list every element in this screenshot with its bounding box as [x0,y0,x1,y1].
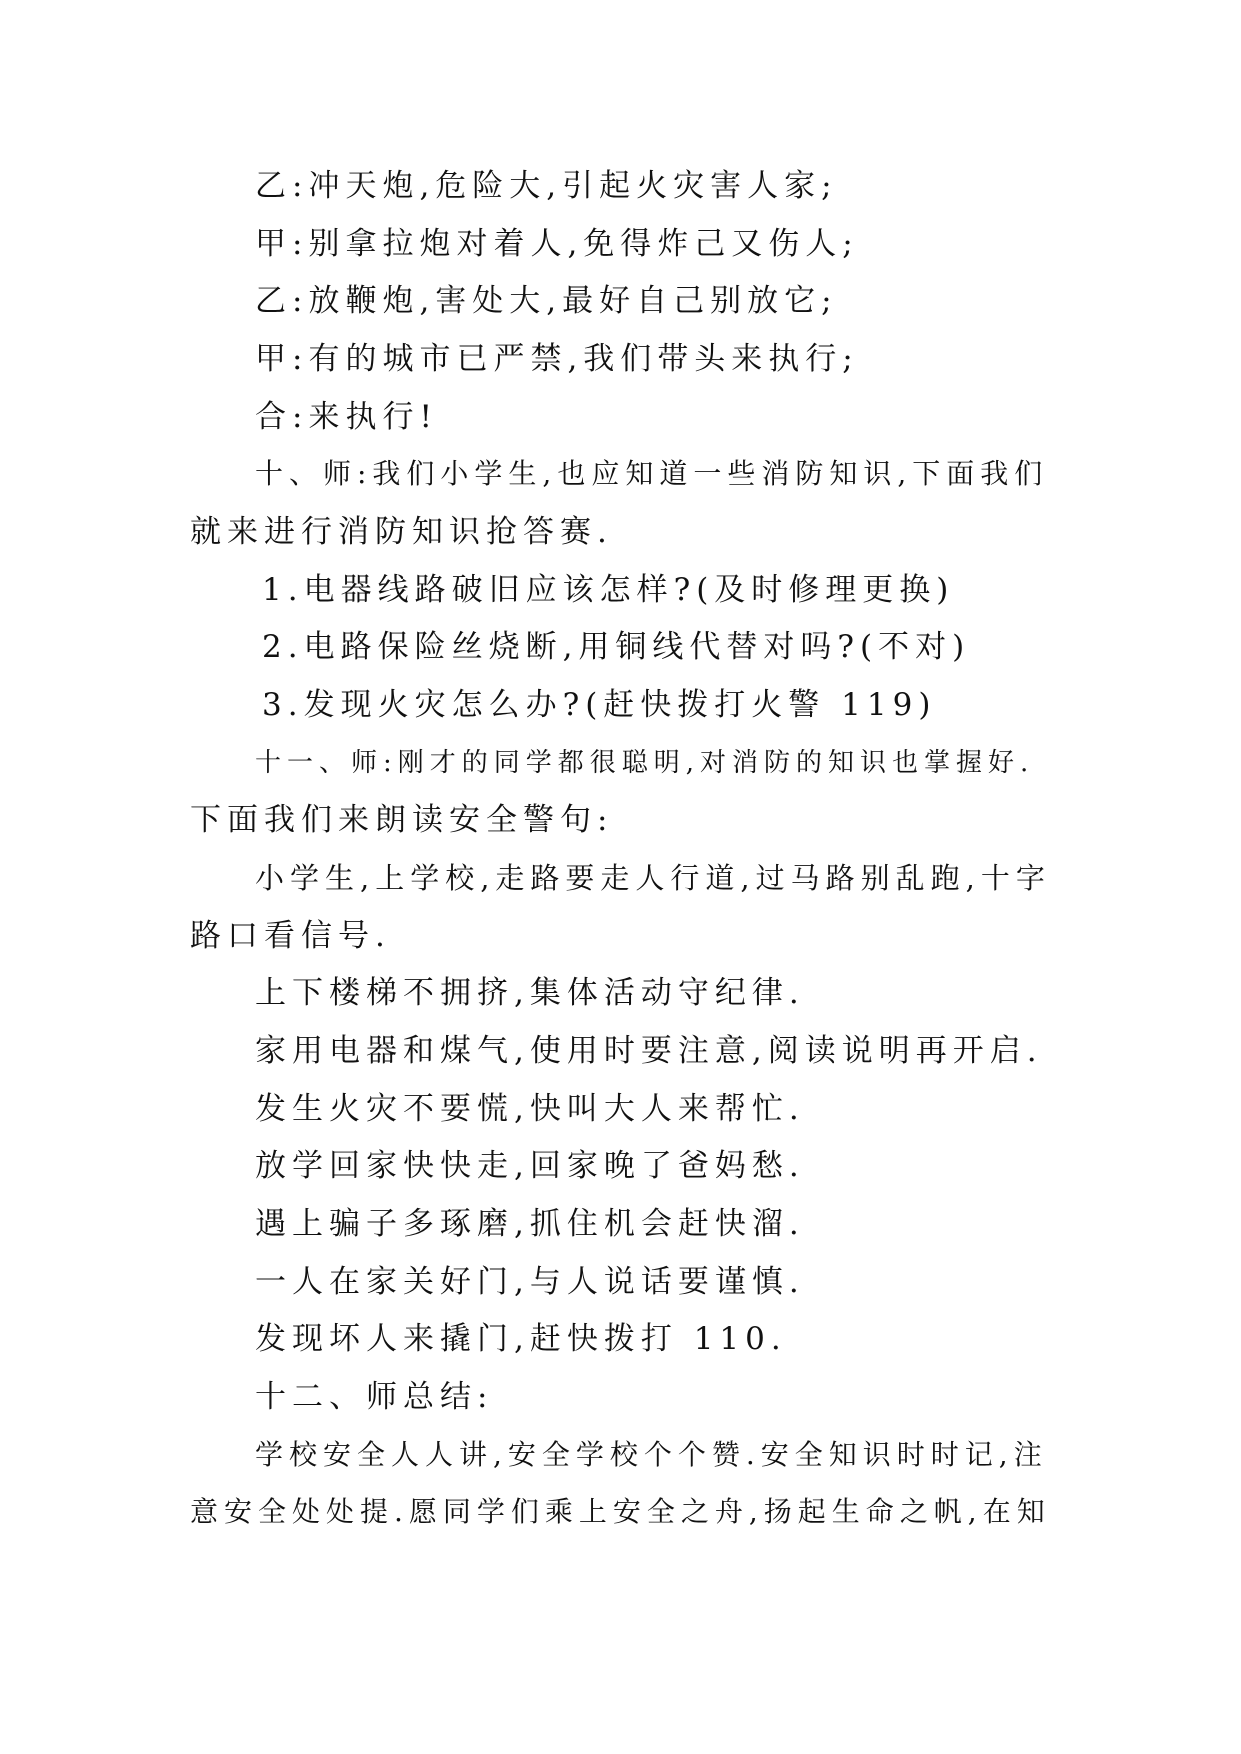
text-line: 甲:有的城市已严禁,我们带头来执行; [255,341,859,377]
text-line: 意安全处处提.愿同学们乘上安全之舟,扬起生命之帆,在知 [190,1495,1051,1528]
text-line: 十一、师:刚才的同学都很聪明,对消防的知识也掌握好. [255,748,1035,778]
text-line: 上下楼梯不拥挤,集体活动守纪律. [255,975,805,1011]
text-line: 发生火灾不要慌,快叫大人来帮忙. [255,1091,805,1127]
text-line: 遇上骗子多琢磨,抓住机会赶快溜. [255,1206,805,1242]
text-line: 学校安全人人讲,安全学校个个赞.安全知识时时记,注 [255,1438,1048,1471]
text-line: 合:来执行! [255,399,438,435]
text-line: 下面我们来朗读安全警句: [190,802,614,838]
quiz-item: 3.发现火灾怎么办?(赶快拨打火警 119) [262,687,937,723]
text-line: 放学回家快快走,回家晚了爸妈愁. [255,1148,805,1184]
section-heading: 十二、师总结: [255,1379,494,1415]
text-line: 就来进行消防知识抢答赛. [190,514,613,550]
text-line: 甲:别拿拉炮对着人,免得炸己又伤人; [255,226,859,262]
text-line: 小学生,上学校,走路要走人行道,过马路别乱跑,十字 [255,861,1051,895]
quiz-item: 2.电路保险丝烧断,用铜线代替对吗?(不对) [262,629,971,665]
text-line: 十、师:我们小学生,也应知道一些消防知识,下面我们 [255,457,1049,490]
quiz-item: 1.电器线路破旧应该怎样?(及时修理更换) [262,572,955,608]
text-line: 乙:放鞭炮,害处大,最好自己别放它; [255,283,838,319]
text-line: 发现坏人来撬门,赶快拨打 110. [255,1321,787,1357]
text-line: 路口看信号. [190,918,391,954]
text-line: 一人在家关好门,与人说话要谨慎. [255,1264,805,1300]
text-line: 家用电器和煤气,使用时要注意,阅读说明再开启. [255,1033,1043,1069]
text-line: 乙:冲天炮,危险大,引起火灾害人家; [255,168,838,204]
